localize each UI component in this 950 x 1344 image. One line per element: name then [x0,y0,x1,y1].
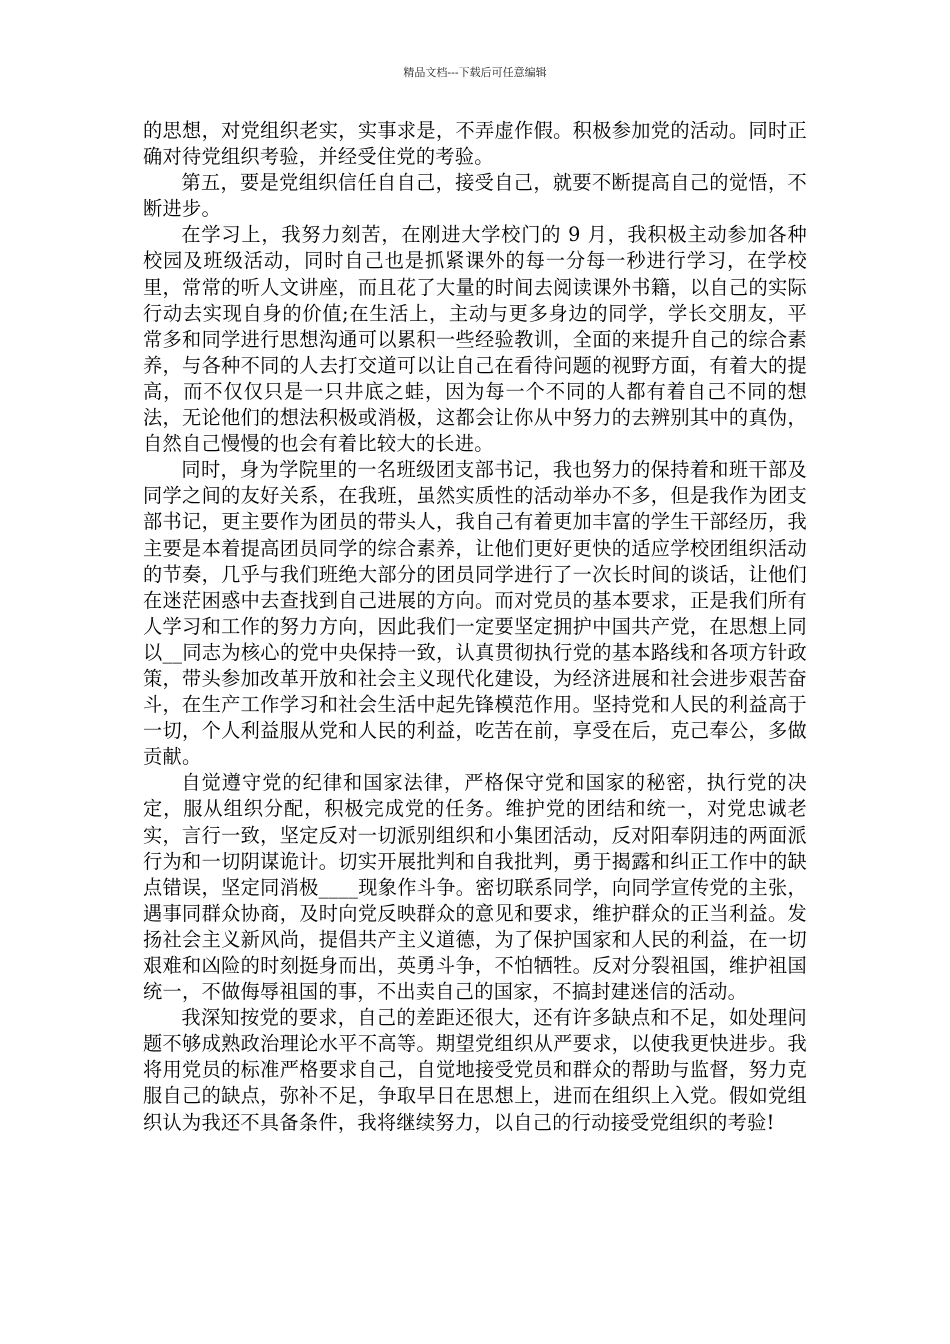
page-header: 精品文档---下载后可任意编辑 [403,66,547,79]
paragraph: 在学习上，我努力刻苦，在刚进大学校门的 9 月，我积极主动参加各种校园及班级活动，同时自己也是抓紧课外的每一分每一秒进行学习，在学校里，常常的听人文讲座，而且花了大量的时间去阅读课外书籍，以自己的实际行动去实现自身的价值;在生活上，主动与更多身边的同学，学长交朋友，平常多和同学进行思想沟通可以累积一些经验教训，全面的来提升自己的综合素养，与各种不同的人去打交道可以让自己在看待问题的视野方面，有着大的提高，而不仅仅只是一只井底之蛙，因为每一个不同的人都有着自己不同的想法，无论他们的想法积极或消极，这都会让你从中努力的去辨别其中的真伪，自然自己慢慢的也会有着比较大的长进。 [143,223,807,456]
paragraph: 自觉遵守党的纪律和国家法律，严格保守党和国家的秘密，执行党的决定，服从组织分配，积极完成党的任务。维护党的团结和统一，对党忠诚老实，言行一致，坚定反对一切派别组织和小集团活动，反对阳奉阴违的两面派行为和一切阴谋诡计。切实开展批判和自我批判，勇于揭露和纠正工作中的缺点错误，坚定同消极____现象作斗争。密切联系同学，向同学宣传党的主张，遇事同群众协商，及时向党反映群众的意见和要求，维护群众的正当利益。发扬社会主义新风尚，提倡共产主义道德，为了保护国家和人民的利益，在一切艰难和凶险的时刻挺身而出，英勇斗争，不怕牺牲。反对分裂祖国，维护祖国统一，不做侮辱祖国的事，不出卖自己的国家，不搞封建迷信的活动。 [143,771,807,1004]
paragraph: 同时，身为学院里的一名班级团支部书记，我也努力的保持着和班干部及同学之间的友好关系，在我班，虽然实质性的活动举办不多，但是我作为团支部书记，更主要作为团员的带头人，我自己有着更加丰富的学生干部经历，我主要是本着提高团员同学的综合素养，让他们更好更快的适应学校团组织活动的节奏，几乎与我们班绝大部分的团员同学进行了一次长时间的谈话，让他们在迷茫困惑中去查找到自己进展的方向。而对党员的基本要求，正是我们所有人学习和工作的努力方向，因此我们一定要坚定拥护中国共产党，在思想上同以__同志为核心的党中央保持一致，认真贯彻执行党的基本路线和各项方针政策，带头参加改革开放和社会主义现代化建设，为经济进展和社会进步艰苦奋斗，在生产工作学习和社会生活中起先锋模范作用。坚持党和人民的利益高于一切，个人利益服从党和人民的利益，吃苦在前，享受在后，克己奉公，多做贡献。 [143,458,807,769]
paragraph: 第五，要是党组织信任自自己，接受自己，就要不断提高自己的觉悟，不断进步。 [143,171,807,221]
document-body [143,118,807,1136]
paragraph: 的思想，对党组织老实，实事求是，不弄虚作假。积极参加党的活动。同时正确对待党组织考验，并经受住党的考验。 [143,119,807,169]
paragraph: 我深知按党的要求，自己的差距还很大，还有许多缺点和不足，如处理问题不够成熟政治理论水平不高等。期望党组织从严要求，以使我更快进步。我将用党员的标准严格要求自己，自觉地接受党员和群众的帮助与监督，努力克服自己的缺点，弥补不足，争取早日在思想上，进而在组织上入党。假如党组织认为我还不具备条件，我将继续努力，以自己的行动接受党组织的考验! [143,1006,807,1134]
